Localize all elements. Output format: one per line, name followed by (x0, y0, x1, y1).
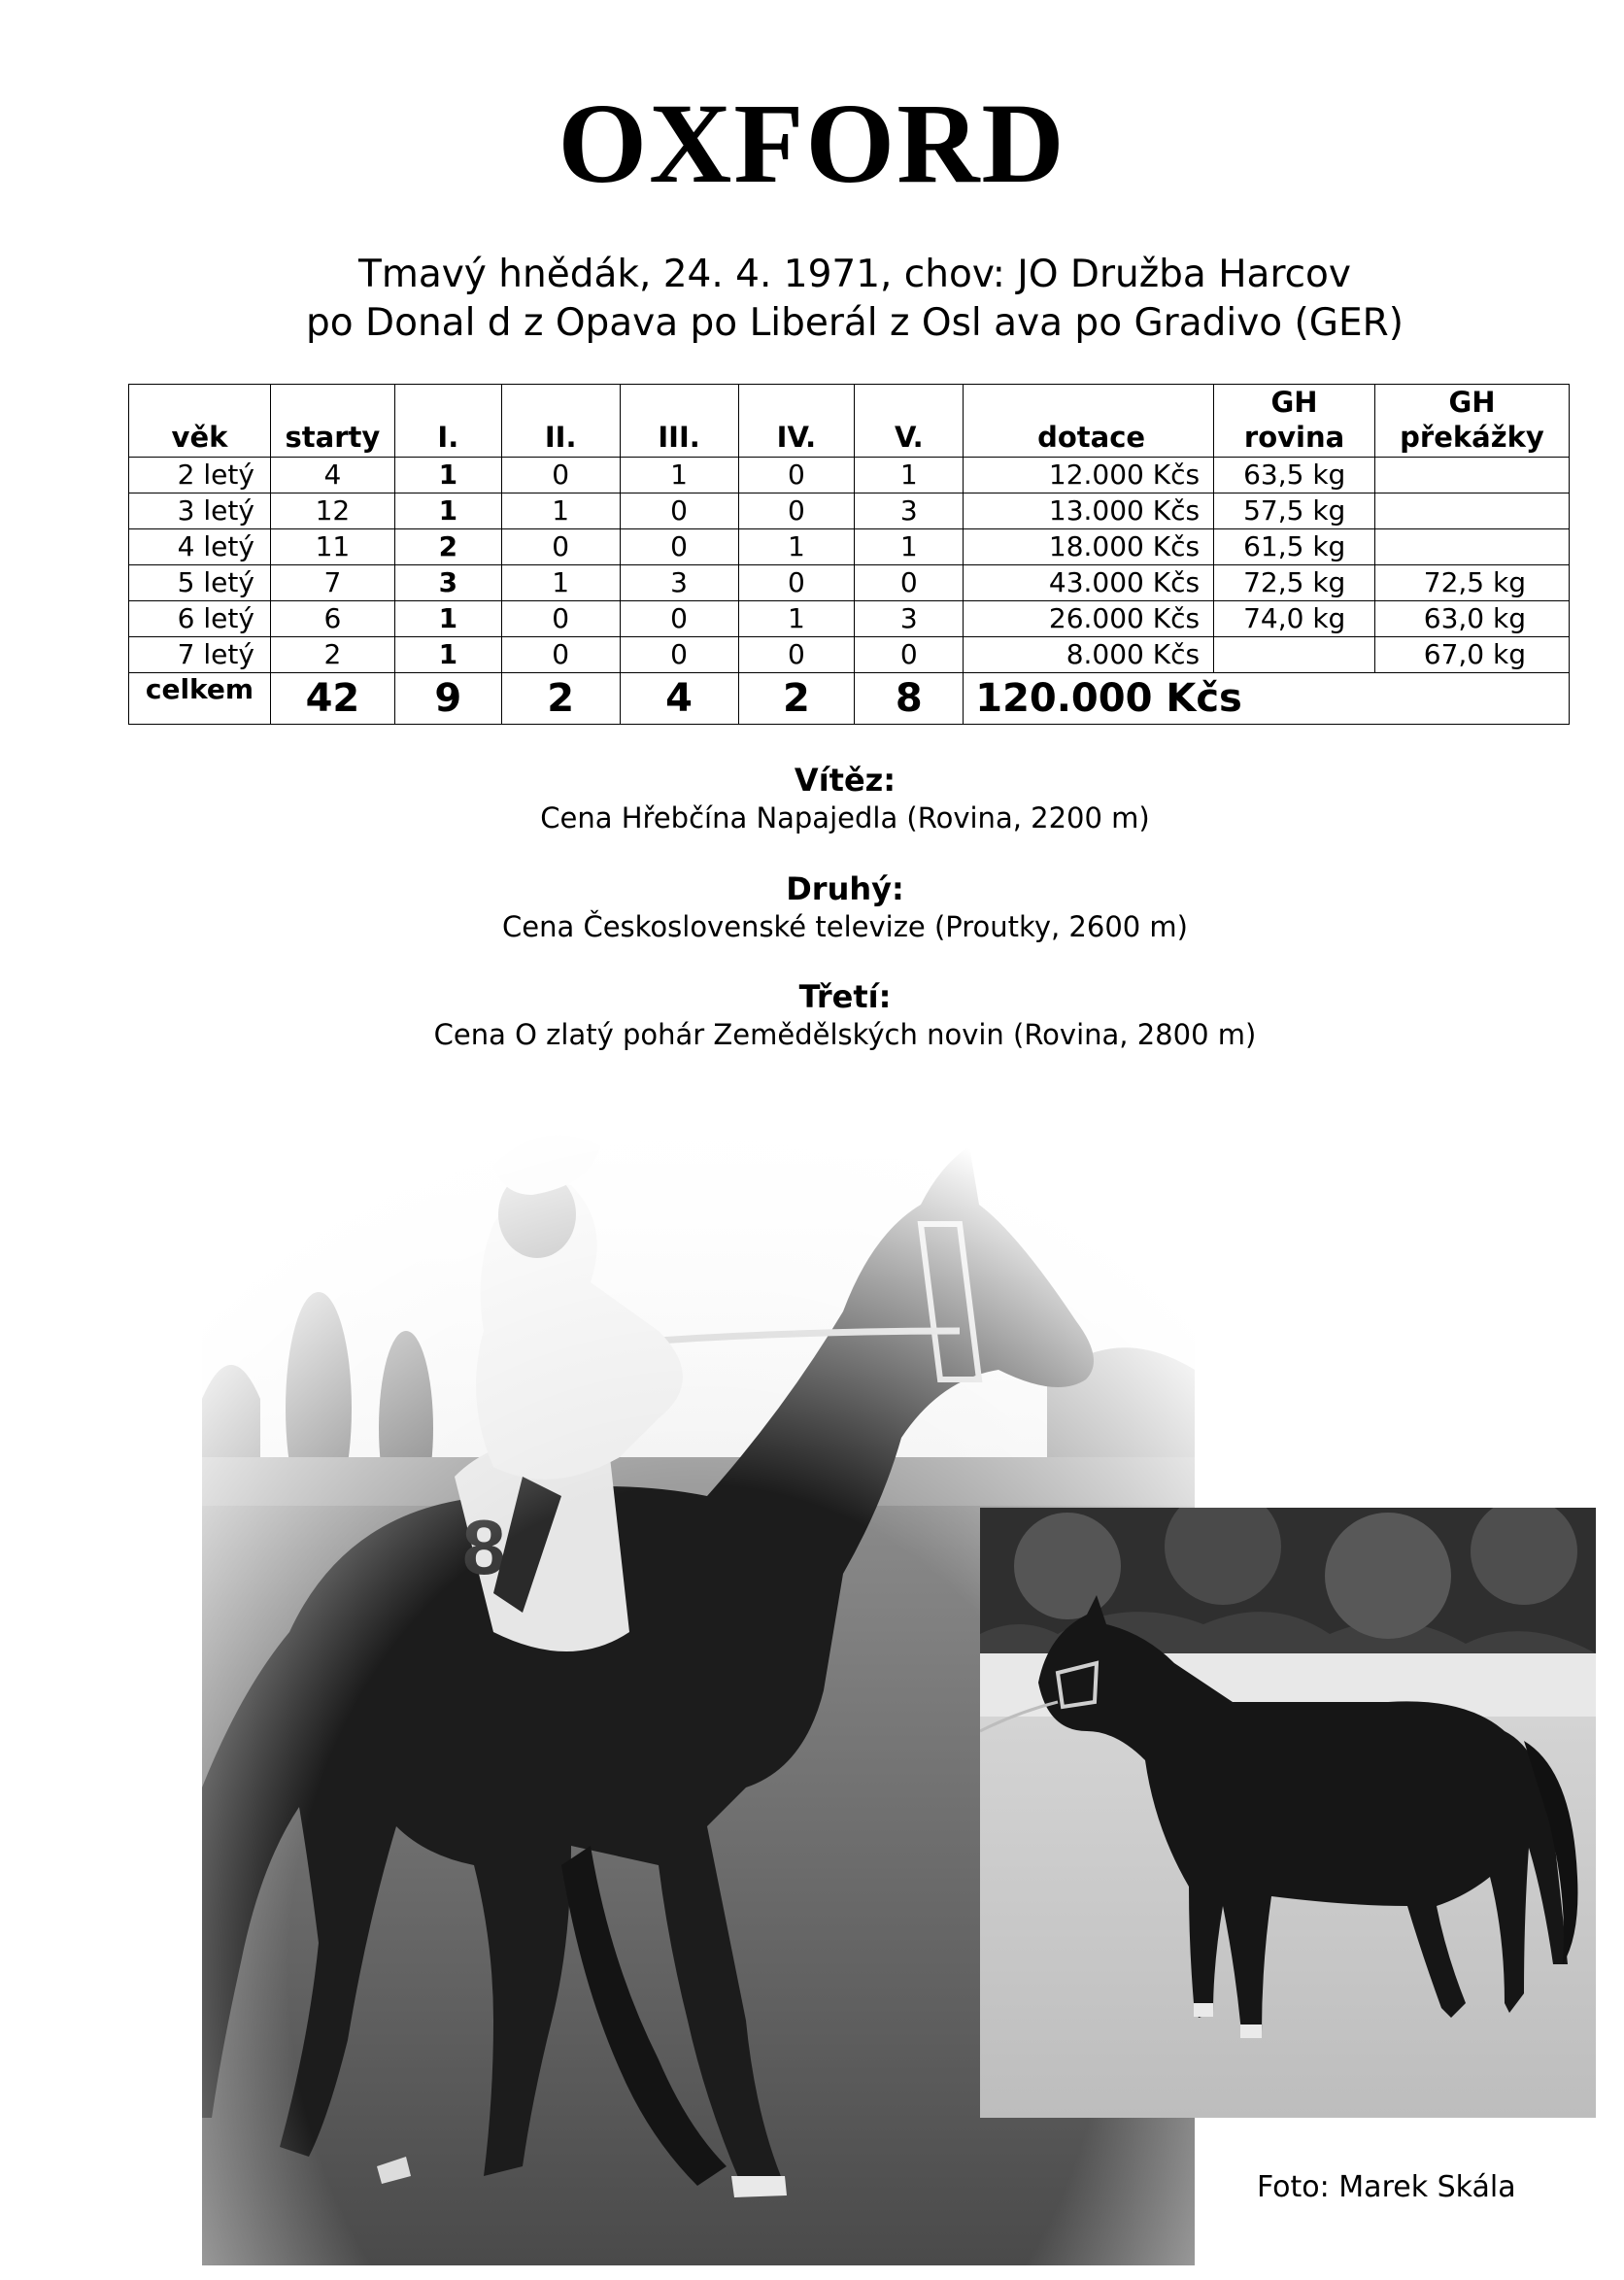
cell-place-2: 0 (501, 458, 620, 493)
race-statistics-table (128, 384, 1570, 725)
cell-place-1: 2 (394, 529, 501, 565)
cell-starts: 6 (270, 601, 394, 637)
header-gh-flat (1214, 385, 1375, 458)
header-gh-flat-line1: GH (1270, 386, 1318, 419)
cell-place-2: 1 (501, 493, 620, 529)
cell-gh-obstacles (1375, 458, 1570, 493)
header-starts: starty (270, 385, 394, 458)
cell-gh-flat: 72,5 kg (1214, 565, 1375, 601)
award-second-text: Cena Československé televize (Proutky, 2600 m) (501, 910, 1188, 943)
cell-place-5: 3 (855, 493, 964, 529)
cell-place-5: 1 (855, 529, 964, 565)
cell-gh-obstacles (1375, 529, 1570, 565)
cell-gh-obstacles: 67,0 kg (1375, 637, 1570, 673)
table-header-row (129, 385, 1570, 458)
horse-description: Tmavý hnědák, 24. 4. 1971, chov: JO Družba Harcov (358, 253, 1351, 296)
total-empty-cell (1375, 673, 1570, 725)
cell-place-5: 0 (855, 565, 964, 601)
cell-place-2: 1 (501, 565, 620, 601)
table-row (129, 601, 1570, 637)
cell-prize: 18.000 Kčs (964, 529, 1214, 565)
table-row (129, 637, 1570, 673)
total-place-2: 2 (501, 673, 620, 725)
cell-place-4: 0 (738, 565, 855, 601)
cell-age: 4 letý (129, 529, 271, 565)
cell-prize: 13.000 Kčs (964, 493, 1214, 529)
cell-prize: 8.000 Kčs (964, 637, 1214, 673)
cell-place-3: 3 (620, 565, 738, 601)
cell-place-4: 0 (738, 637, 855, 673)
cell-age: 7 letý (129, 637, 271, 673)
header-place-1: I. (394, 385, 501, 458)
total-label: celkem (129, 673, 271, 725)
cell-gh-flat: 61,5 kg (1214, 529, 1375, 565)
photo-credit: Foto: Marek Skála (1257, 2170, 1516, 2204)
cell-gh-flat: 57,5 kg (1214, 493, 1375, 529)
cell-gh-flat: 63,5 kg (1214, 458, 1375, 493)
cell-place-3: 1 (620, 458, 738, 493)
total-starts: 42 (270, 673, 394, 725)
total-place-1: 9 (394, 673, 501, 725)
cell-gh-obstacles (1375, 493, 1570, 529)
cell-place-4: 1 (738, 529, 855, 565)
table-row (129, 458, 1570, 493)
cell-place-2: 0 (501, 601, 620, 637)
header-prize: dotace (964, 385, 1214, 458)
cell-place-1: 1 (394, 637, 501, 673)
cell-starts: 2 (270, 637, 394, 673)
award-winner-heading: Vítěz: (794, 762, 897, 799)
header-gh-obstacles-line1: GH (1448, 386, 1496, 419)
cell-prize: 43.000 Kčs (964, 565, 1214, 601)
total-place-3: 4 (620, 673, 738, 725)
award-third-text: Cena O zlatý pohár Zemědělských novin (Rovina, 2800 m) (433, 1018, 1257, 1051)
header-gh-obstacles-line2: překážky (1400, 421, 1544, 454)
header-gh-obstacles (1375, 385, 1570, 458)
cell-age: 5 letý (129, 565, 271, 601)
cell-starts: 12 (270, 493, 394, 529)
cell-place-3: 0 (620, 601, 738, 637)
header-place-4: IV. (738, 385, 855, 458)
cell-age: 6 letý (129, 601, 271, 637)
award-third-heading: Třetí: (798, 978, 892, 1015)
header-gh-flat-line2: rovina (1243, 421, 1345, 454)
cell-place-1: 3 (394, 565, 501, 601)
header-place-5: V. (855, 385, 964, 458)
cell-place-3: 0 (620, 529, 738, 565)
cell-age: 3 letý (129, 493, 271, 529)
cell-gh-flat: 74,0 kg (1214, 601, 1375, 637)
cell-place-2: 0 (501, 529, 620, 565)
cell-prize: 12.000 Kčs (964, 458, 1214, 493)
cell-place-1: 1 (394, 601, 501, 637)
pedigree-line: po Donal d z Opava po Liberál z Osl ava po Gradivo (GER) (306, 301, 1404, 345)
cell-place-3: 0 (620, 637, 738, 673)
standing-horse-photo (980, 1508, 1596, 2118)
cell-place-4: 0 (738, 493, 855, 529)
table-row (129, 565, 1570, 601)
cell-gh-flat (1214, 637, 1375, 673)
award-third (0, 977, 1624, 1053)
total-place-4: 2 (738, 673, 855, 725)
header-age: věk (129, 385, 271, 458)
cell-place-4: 0 (738, 458, 855, 493)
cell-prize: 26.000 Kčs (964, 601, 1214, 637)
total-place-5: 8 (855, 673, 964, 725)
header-place-2: II. (501, 385, 620, 458)
cell-place-1: 1 (394, 458, 501, 493)
cell-age: 2 letý (129, 458, 271, 493)
table-row (129, 493, 1570, 529)
cell-place-5: 1 (855, 458, 964, 493)
cell-gh-obstacles: 63,0 kg (1375, 601, 1570, 637)
table-total-row (129, 673, 1570, 725)
cell-place-2: 0 (501, 637, 620, 673)
cell-place-3: 0 (620, 493, 738, 529)
cell-starts: 4 (270, 458, 394, 493)
cell-place-4: 1 (738, 601, 855, 637)
award-winner (0, 761, 1624, 836)
cell-place-5: 0 (855, 637, 964, 673)
page-title: OXFORD (558, 80, 1066, 207)
header-place-3: III. (620, 385, 738, 458)
award-second-heading: Druhý: (786, 870, 904, 907)
cell-starts: 7 (270, 565, 394, 601)
award-second (0, 869, 1624, 945)
cell-place-5: 3 (855, 601, 964, 637)
cell-starts: 11 (270, 529, 394, 565)
cell-gh-obstacles: 72,5 kg (1375, 565, 1570, 601)
table-row (129, 529, 1570, 565)
award-winner-text: Cena Hřebčína Napajedla (Rovina, 2200 m) (540, 801, 1150, 834)
total-prize: 120.000 Kčs (964, 673, 1375, 725)
cell-place-1: 1 (394, 493, 501, 529)
